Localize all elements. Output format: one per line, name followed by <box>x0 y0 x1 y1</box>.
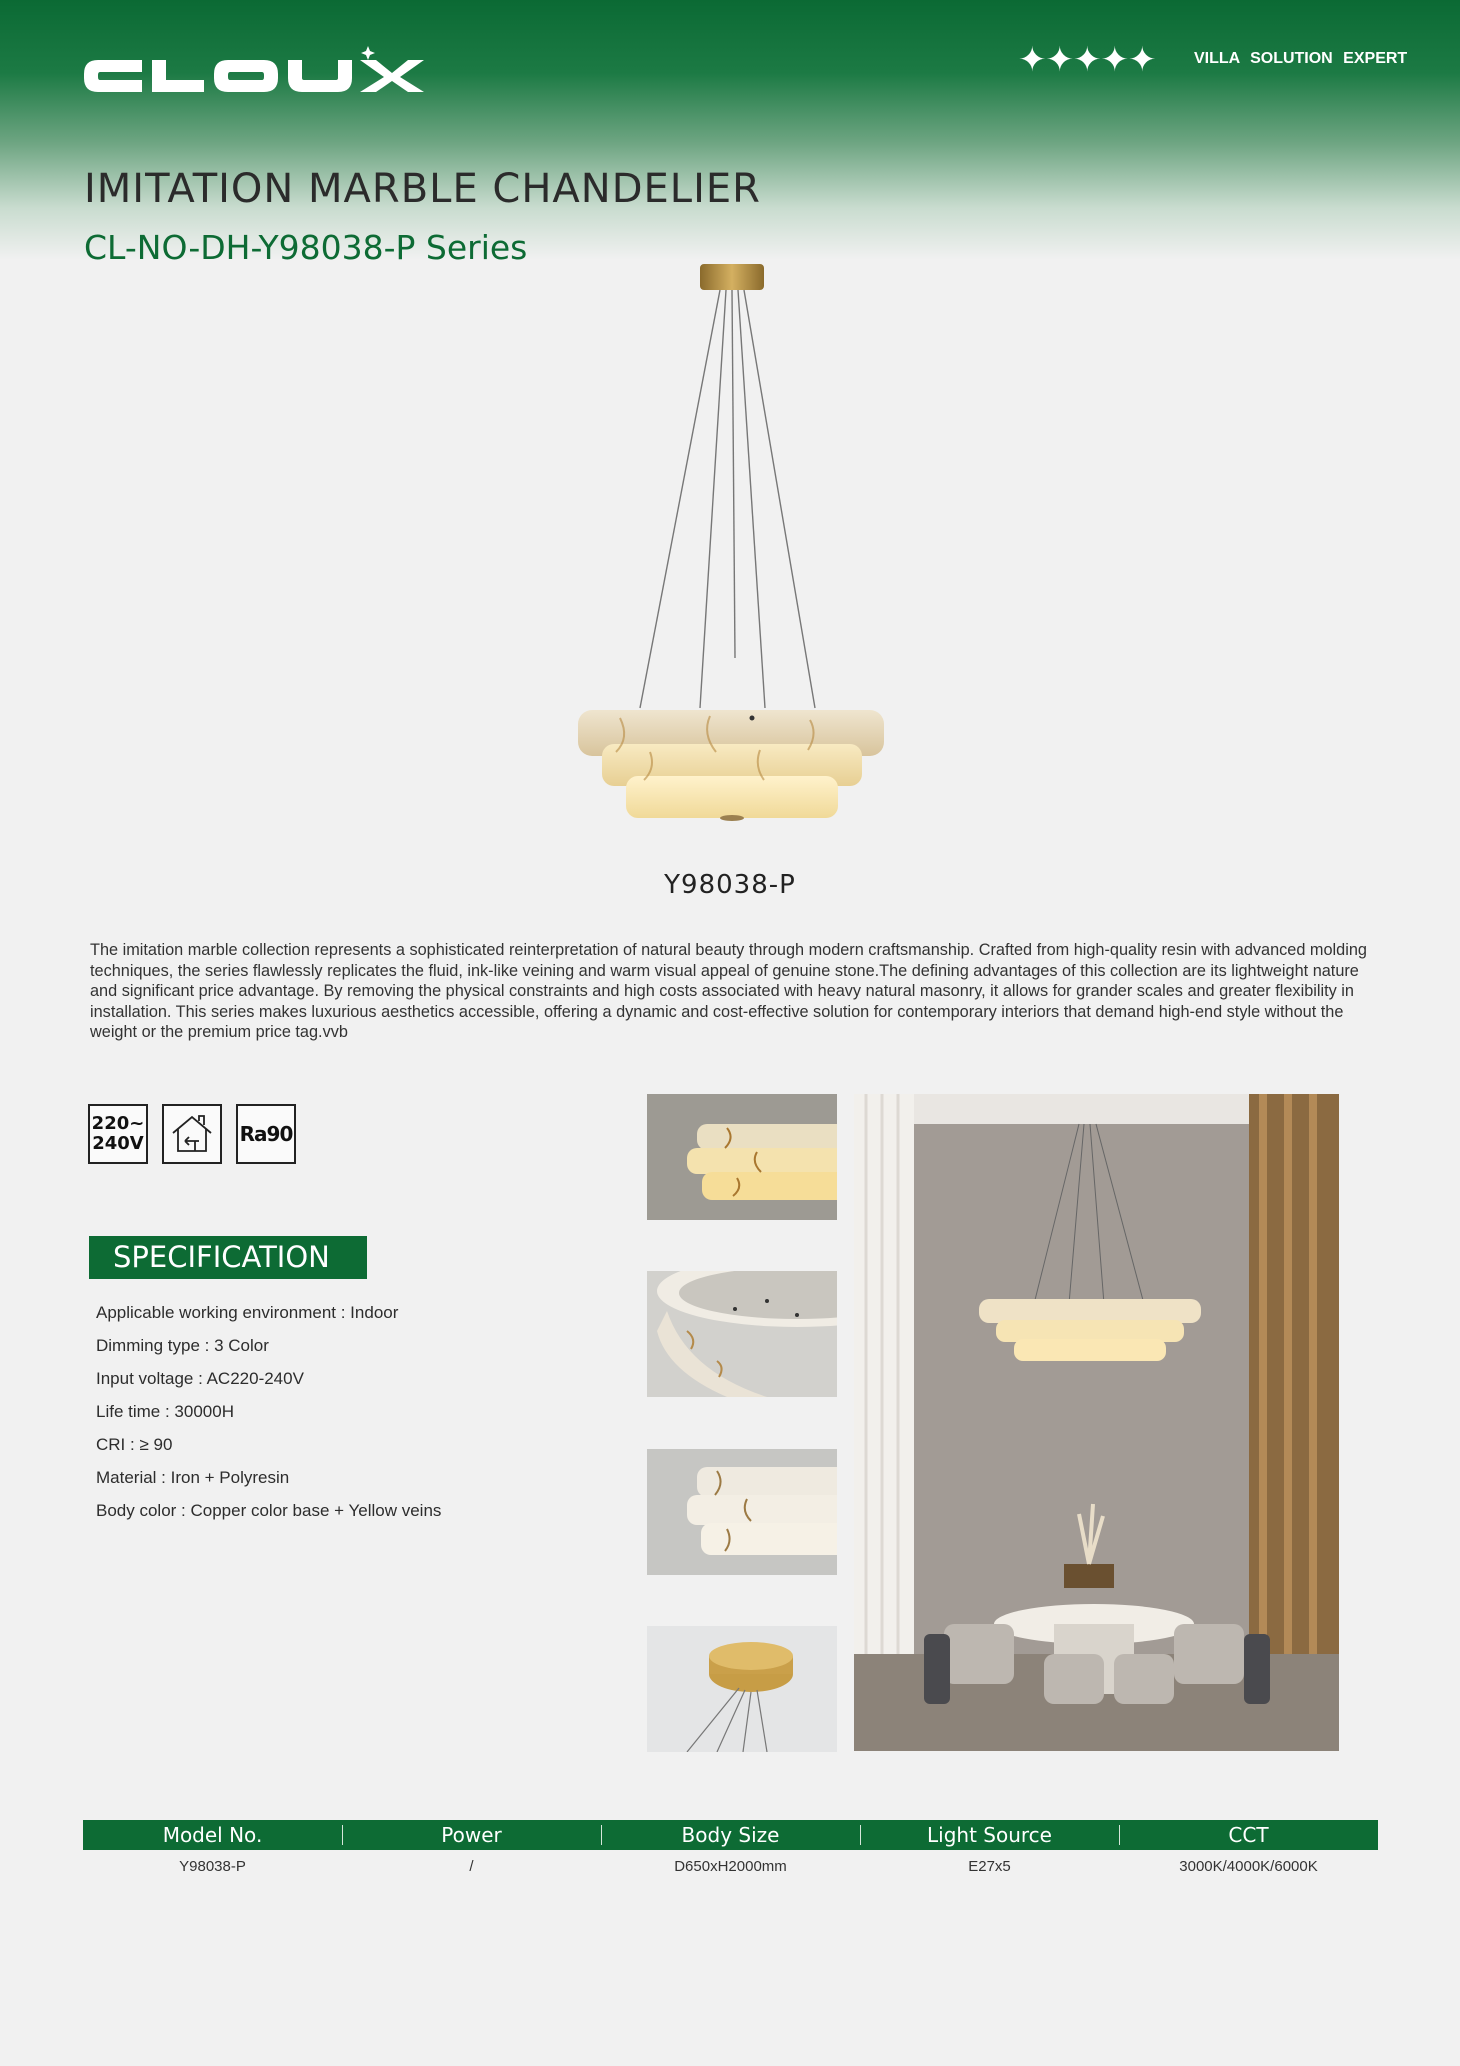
chandelier-hero-image <box>560 258 900 838</box>
header-background <box>0 0 1460 260</box>
feature-badges <box>88 1104 296 1166</box>
spec-item: Body color : Copper color base + Yellow veins <box>96 1501 442 1520</box>
table-cell: D650xH2000mm <box>674 1858 787 1875</box>
table-header-cell: CCT <box>1119 1820 1378 1850</box>
rating-stars: ✦✦✦✦✦ <box>1018 40 1156 80</box>
spec-item: Input voltage : AC220-240V <box>96 1369 304 1388</box>
table-header-cell: Model No. <box>162 1823 263 1847</box>
table-header-cell: Body Size <box>601 1820 860 1850</box>
product-description: The imitation marble collection represents a sophisticated reinterpretation of natural beauty through modern craftsmanship. Crafted from high-quality resin with advanced molding techniques, the series flawlessly replicates the fluid, ink-like veining and warm visual appeal of genuine stone.The defining advantages of this collection are its lightweight nature and significant price advantage. By removing the physical constraints and high costs associated with heavy natural masonry, it allows for grander scales and greater flexibility in installation. This series makes luxurious aesthetics accessible, offering a dynamic and cost-effective solution for contemporary interiors that demand high-end style without the weight or the premium price tag.vvb <box>90 941 1367 1041</box>
specification-heading: SPECIFICATION <box>89 1236 367 1279</box>
table-cell: Y98038-P <box>179 1858 246 1875</box>
spec-item: CRI : ≥ 90 <box>96 1435 173 1454</box>
table-header-cell: Power <box>342 1820 601 1850</box>
table-cell: 3000K/4000K/6000K <box>1179 1858 1318 1875</box>
house-indoor-icon <box>162 1104 222 1164</box>
detail-thumbnail-underside <box>647 1271 837 1397</box>
spec-item: Life time : 30000H <box>96 1402 234 1421</box>
spec-item: Material : Iron + Polyresin <box>96 1468 290 1487</box>
model-caption: Y98038-P <box>664 870 796 900</box>
product-spec-table <box>83 1820 1378 1884</box>
house-indoor-icon-svg <box>169 1111 215 1157</box>
cri-badge <box>236 1104 296 1164</box>
spec-item: Applicable working environment : Indoor <box>96 1303 399 1322</box>
brand-logo <box>82 44 442 106</box>
table-cell: / <box>469 1858 474 1875</box>
table-row <box>83 1850 1378 1884</box>
detail-thumbnail-tiers <box>647 1449 837 1575</box>
voltage-badge-line1: 220~ <box>91 1113 145 1134</box>
detail-thumbnail-canopy <box>647 1626 837 1752</box>
table-header-row <box>83 1820 1378 1850</box>
voltage-badge-line2: 240V <box>92 1133 144 1154</box>
specification-list <box>96 1302 441 1533</box>
series-name: CL-NO-DH-Y98038-P Series <box>84 228 528 267</box>
brand-tagline: VILLA SOLUTION EXPERT <box>1194 50 1408 67</box>
detail-thumbnail-side <box>647 1094 837 1220</box>
spec-item: Dimming type : 3 Color <box>96 1336 269 1355</box>
product-title: IMITATION MARBLE CHANDELIER <box>84 166 761 212</box>
table-header-cell: Light Source <box>860 1820 1119 1850</box>
voltage-badge <box>88 1104 148 1164</box>
room-scene-image <box>854 1094 1339 1751</box>
table-cell: E27x5 <box>968 1858 1011 1875</box>
cri-badge-label: Ra90 <box>239 1122 293 1146</box>
